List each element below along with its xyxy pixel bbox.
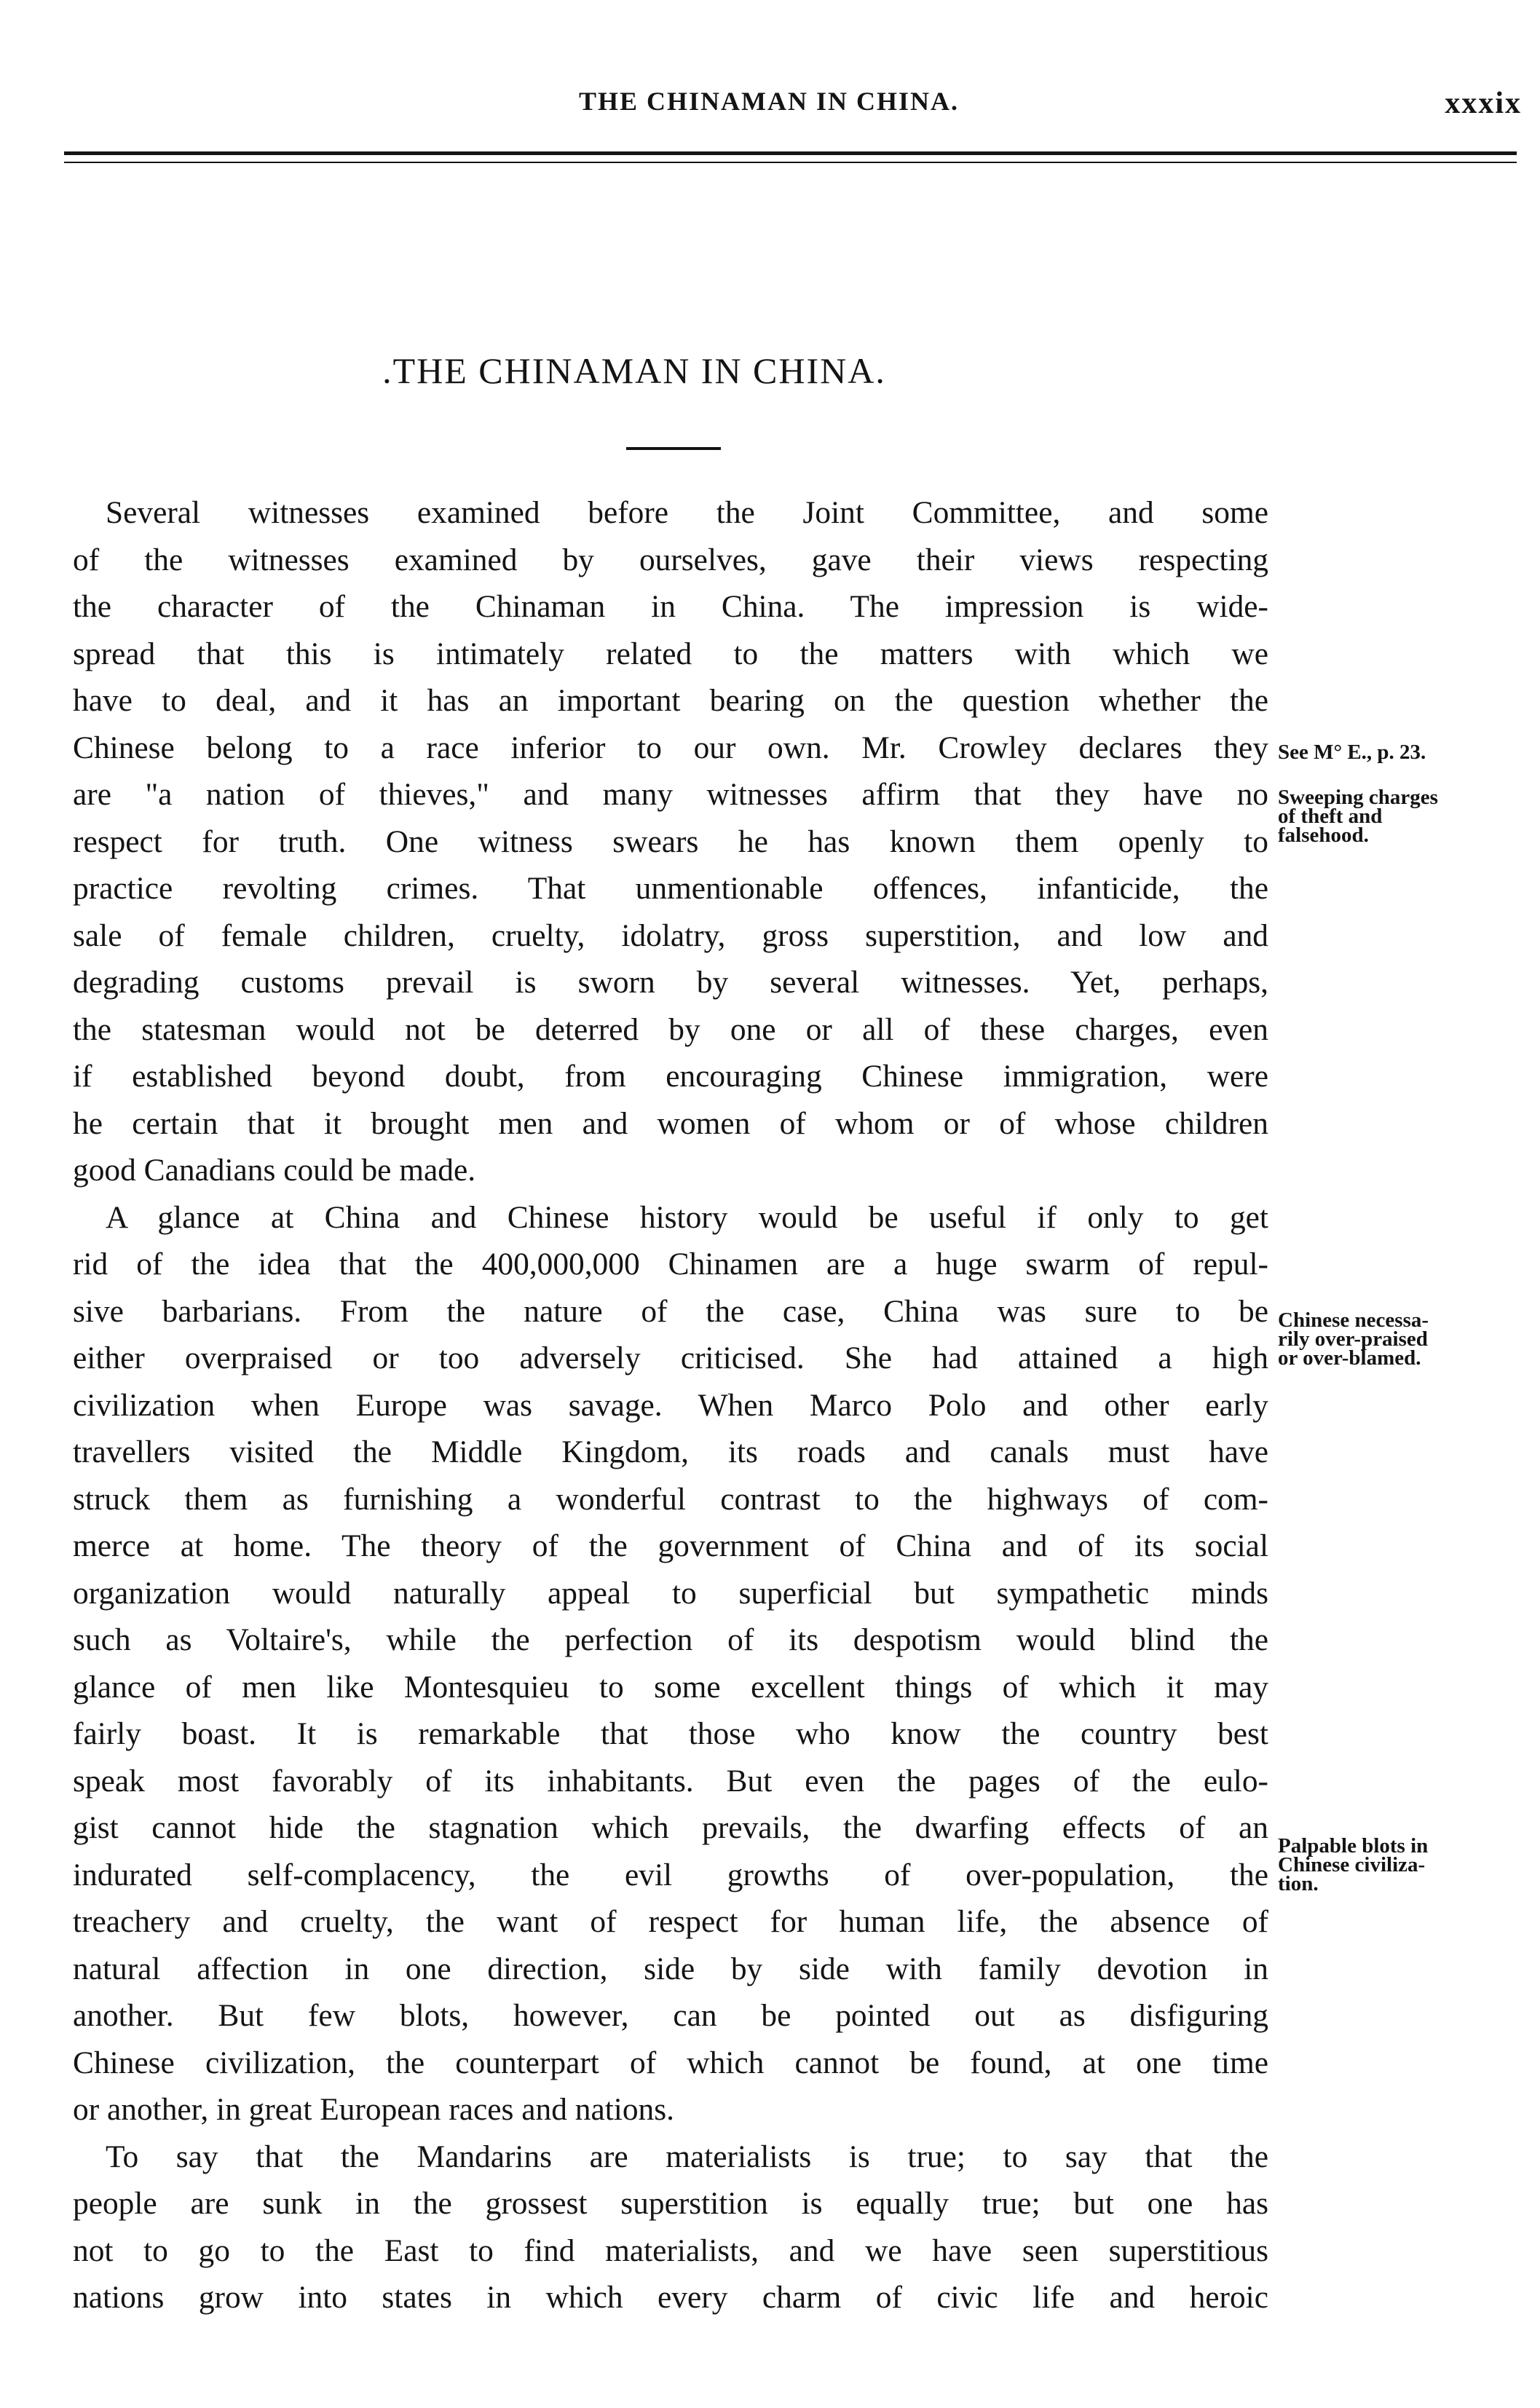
header-rule-thick xyxy=(64,151,1517,155)
text-line: degrading customs prevail is sworn by several witnesses. Yet, perhaps, xyxy=(73,965,1268,1000)
margin-note-line: Chinese necessa- xyxy=(1278,1308,1429,1332)
text-line: Chinese belong to a race inferior to our own. Mr. Crowley declares they xyxy=(73,730,1268,765)
margin-note-line: See M° E., p. 23. xyxy=(1278,741,1426,764)
text-line: respect for truth. One witness swears he has known them openly to xyxy=(73,824,1268,859)
page-number: xxxix xyxy=(1445,87,1522,120)
title-divider xyxy=(626,447,721,450)
margin-note-line: or over-blamed. xyxy=(1278,1346,1421,1370)
margin-note-line: of theft and xyxy=(1278,805,1383,828)
text-line: A glance at China and Chinese history would be useful if only to get xyxy=(106,1199,1268,1235)
text-line: sive barbarians. From the nature of the case, China was sure to be xyxy=(73,1293,1268,1329)
text-line: people are sunk in the grossest superstition is equally true; but one has xyxy=(73,2186,1268,2221)
margin-note-palpable-blots xyxy=(1278,1836,1525,1893)
text-line: have to deal, and it has an important bearing on the question whether the xyxy=(73,683,1268,718)
running-title: THE CHINAMAN IN CHINA. xyxy=(579,87,960,116)
text-line: of the witnesses examined by ourselves, gave their views respecting xyxy=(73,542,1268,577)
margin-note-line: Sweeping charges xyxy=(1278,786,1438,809)
margin-note-line: tion. xyxy=(1278,1872,1319,1895)
text-line: struck them as furnishing a wonderful contrast to the highways of com- xyxy=(73,1481,1268,1517)
text-line: Several witnesses examined before the Joint Committee, and some xyxy=(106,495,1268,530)
text-line: the character of the Chinaman in China. The impression is wide- xyxy=(73,589,1268,624)
text-line: indurated self-complacency, the evil growths of over-population, the xyxy=(73,1857,1268,1892)
margin-note-overpraised xyxy=(1278,1308,1525,1370)
margin-note-reference xyxy=(1278,743,1525,762)
text-line: rid of the idea that the 400,000,000 Chinamen are a huge swarm of repul- xyxy=(73,1247,1268,1282)
text-line: good Canadians could be made. xyxy=(73,1153,476,1188)
text-line: natural affection in one direction, side by side with family devotion in xyxy=(73,1951,1268,1986)
text-line: sale of female children, cruelty, idolatry, gross superstition, and low and xyxy=(73,917,1268,953)
text-line: civilization when Europe was savage. When Marco Polo and other early xyxy=(73,1387,1268,1423)
text-line: Chinese civilization, the counterpart of which cannot be found, at one time xyxy=(73,2045,1268,2080)
text-line: spread that this is intimately related to the matters with which we xyxy=(73,636,1268,671)
margin-note-line: Palpable blots in xyxy=(1278,1834,1429,1858)
text-line: he certain that it brought men and women of whom or of whose children xyxy=(73,1105,1268,1141)
text-line: if established beyond doubt, from encouraging Chinese immigration, were xyxy=(73,1059,1268,1094)
text-line: fairly boast. It is remarkable that those who know the country best xyxy=(73,1716,1268,1751)
body-text xyxy=(73,489,1268,2321)
text-line: or another, in great European races and nations. xyxy=(73,2092,674,2127)
text-line: treachery and cruelty, the want of respect for human life, the absence of xyxy=(73,1904,1268,1939)
text-line: practice revolting crimes. That unmentionable offences, infanticide, the xyxy=(73,871,1268,906)
text-line: the statesman would not be deterred by one or all of these charges, even xyxy=(73,1011,1268,1047)
text-line: glance of men like Montesquieu to some excellent things of which it may xyxy=(73,1669,1268,1705)
text-line: not to go to the East to find materialists, and we have seen superstitious xyxy=(73,2233,1268,2268)
text-line: speak most favorably of its inhabitants. But even the pages of the eulo- xyxy=(73,1763,1268,1799)
text-line: travellers visited the Middle Kingdom, its roads and canals must have xyxy=(73,1434,1268,1469)
text-line: such as Voltaire's, while the perfection of its despotism would blind the xyxy=(73,1622,1268,1657)
section-title: .THE CHINAMAN IN CHINA. xyxy=(382,350,886,391)
text-line: another. But few blots, however, can be pointed out as disfiguring xyxy=(73,1998,1268,2033)
margin-note-line: rily over-praised xyxy=(1278,1327,1428,1351)
text-line: organization would naturally appeal to superficial but sympathetic minds xyxy=(73,1575,1268,1611)
text-line: either overpraised or too adversely criticised. She had attained a high xyxy=(73,1341,1268,1375)
text-line: merce at home. The theory of the government of China and of its social xyxy=(73,1528,1268,1563)
header-rule-thin xyxy=(64,162,1517,163)
margin-note-sweeping-charges xyxy=(1278,788,1525,845)
text-line: are "a nation of thieves," and many witnesses affirm that they have no xyxy=(73,777,1268,812)
text-line: nations grow into states in which every charm of civic life and heroic xyxy=(73,2280,1268,2315)
margin-note-line: falsehood. xyxy=(1278,824,1369,847)
running-head xyxy=(0,86,1540,130)
text-line: gist cannot hide the stagnation which prevails, the dwarfing effects of an xyxy=(73,1810,1268,1845)
text-line: To say that the Mandarins are materialists is true; to say that the xyxy=(106,2139,1268,2174)
margin-note-line: Chinese civiliza- xyxy=(1278,1853,1426,1876)
